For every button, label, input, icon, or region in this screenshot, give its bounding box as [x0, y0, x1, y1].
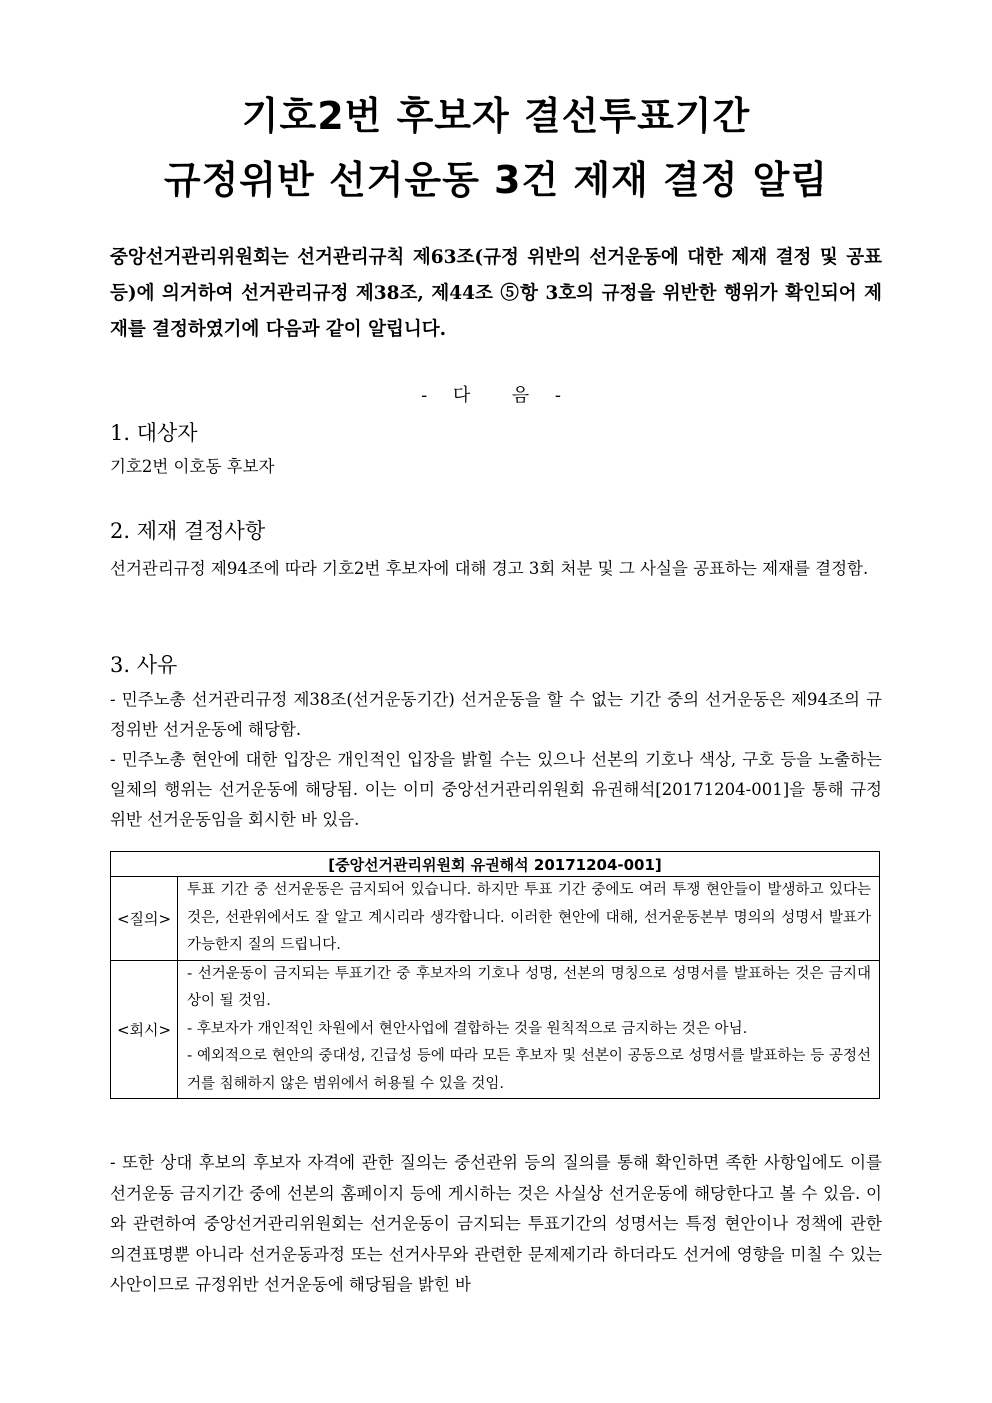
section-heading-reason: 3. 사유: [110, 653, 178, 677]
answer-label: <회시>: [111, 960, 178, 1099]
question-label: <질의>: [111, 877, 178, 961]
section-body-reason: [110, 685, 882, 835]
section-body-target: 기호2번 이호동 후보자: [110, 457, 275, 476]
answer-line: - 예외적으로 현안의 중대성, 긴급성 등에 따라 모든 후보자 및 선본이 공동으로 성명서를 발표하는 등 공정선거를 침해하지 않은 범위에서 허용될 수 있을 것임.: [187, 1048, 871, 1092]
section-heading-decision: 2. 제재 결정사항: [110, 519, 266, 543]
reason-paragraph-1: - 민주노총 선거관리규정 제38조(선거운동기간) 선거운동을 할 수 없는 기간 중의 선거운동은 제94조의 규정위반 선거운동에 해당함.: [110, 690, 882, 739]
answer-line: - 후보자가 개인적인 차원에서 현안사업에 결합하는 것을 원칙적으로 금지하는 것은 아님.: [187, 1020, 748, 1037]
intro-paragraph: 중앙선거관리위원회는 선거관리규칙 제63조(규정 위반의 선거운동에 대한 제재 결정 및 공표 등)에 의거하여 선거관리규정 제38조, 제44조 ⑤항 3호의 규정을 위반한 행위가 확인되어 제재를 결정하였기에 다음과 같이 알립니다.: [110, 247, 882, 340]
ruling-question-row: [111, 877, 880, 961]
ruling-table-header: [중앙선거관리위원회 유권해석 20171204-001]: [111, 852, 880, 877]
question-text: 투표 기간 중 선거운동은 금지되어 있습니다. 하지만 투표 기간 중에도 여러 투쟁 현안들이 발생하고 있다는 것은, 선관위에서도 잘 알고 계시리라 생각합니다. 이러한 현안에 대해, 선거운동본부 명의의 성명서 발표가 가능한지 질의 드립니다.: [178, 877, 880, 961]
document-title-line2: 규정위반 선거운동 3건 제재 결정 알림: [163, 158, 829, 202]
document-title-line1: 기호2번 후보자 결선투표기간: [241, 94, 751, 138]
section-heading-target: 1. 대상자: [110, 421, 198, 445]
section-body-decision: 선거관리규정 제94조에 따라 기호2번 후보자에 대해 경고 3회 처분 및 그 사실을 공표하는 제재를 결정함.: [110, 559, 869, 578]
answer-text: [178, 960, 880, 1099]
answer-line: - 선거운동이 금지되는 투표기간 중 후보자의 기호나 성명, 선본의 명칭으로 성명서를 발표하는 것은 금지대상이 될 것임.: [187, 965, 871, 1009]
closing-paragraph: - 또한 상대 후보의 후보자 자격에 관한 질의는 중선관위 등의 질의를 통해 확인하면 족한 사항입에도 이를 선거운동 금지기간 중에 선본의 홈페이지 등에 게시하는 것은 사실상 선거운동에 해당한다고 볼 수 있음. 이와 관련하여 중앙선거관리위원회는 선거운동이 금지되는 투표기간의 성명서는 특정 현안이나 정책에 관한 의견표명뿐 아니라 선거운동과정 또는 선거사무와 관련한 문제제기라 하더라도 선거에 영향을 미칠 수 있는 사안이므로 규정위반 선거운동에 해당됨을 밝힌 바: [110, 1153, 882, 1294]
ruling-answer-row: [111, 960, 880, 1099]
ruling-table: [110, 851, 880, 1099]
reason-paragraph-2: - 민주노총 현안에 대한 입장은 개인적인 입장을 밝힐 수는 있으나 선본의 기호나 색상, 구호 등을 노출하는 일체의 행위는 선거운동에 해당됨. 이는 이미 중앙선거관리위원회 유권해석[20171204-001]을 통해 규정위반 선거운동임을 회시한 바 있음.: [110, 750, 882, 829]
section-separator: - 다 음 -: [421, 385, 571, 406]
